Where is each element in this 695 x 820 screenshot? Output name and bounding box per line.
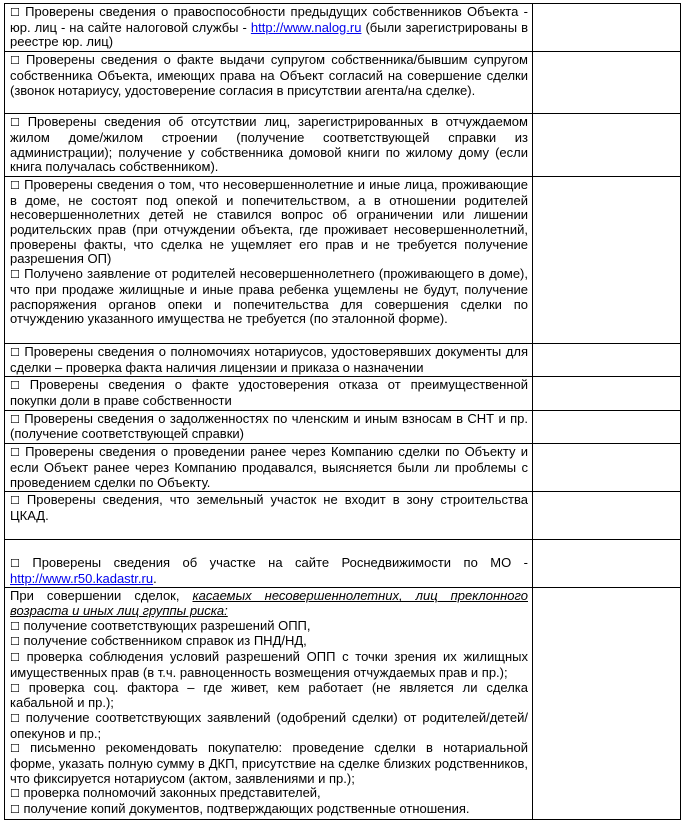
row-mark-cell[interactable] — [533, 343, 681, 376]
row-mark-cell[interactable] — [533, 4, 681, 52]
table-row — [5, 492, 681, 540]
table-row — [5, 444, 681, 492]
list-item-text: проверка соблюдения условий разрешений ОПП с точки зрения их жилищных имущественных прав (в т.ч. равноценность возмещения отчуждаемых прав и пр.); — [10, 649, 528, 680]
row-text-cell — [5, 343, 533, 376]
list-item — [10, 741, 528, 786]
checkbox-icon[interactable]: ☐ — [10, 651, 20, 665]
table-row — [5, 343, 681, 376]
table-row — [5, 4, 681, 52]
list-item — [10, 619, 528, 635]
row-text-cell — [5, 492, 533, 540]
list-item — [10, 650, 528, 680]
list-item-text: проверка соц. фактора – где живет, кем работает (не является ли сделка кабальной и пр.); — [10, 679, 528, 711]
checkbox-icon[interactable]: ☐ — [10, 178, 20, 192]
row-text: Проверены сведения о проведении ранее через Компанию сделки по Объекту и если Объект ранее через Компанию продавался, выясняется были ли проблемы с проведением сделки по Объекту. — [10, 444, 528, 490]
risk-group-intro — [10, 589, 528, 618]
row-mark-cell[interactable] — [533, 588, 681, 820]
nalog-link[interactable]: http://www.nalog.ru — [250, 19, 362, 35]
checkbox-icon[interactable]: ☐ — [10, 345, 20, 359]
checkbox-icon[interactable]: ☐ — [10, 711, 20, 725]
row-text: Проверены сведения о полномочиях нотариусов, удостоверявших документы для сделки – проверка факта наличия лицензии и приказа о назначении — [10, 343, 528, 375]
list-item — [10, 786, 528, 802]
row-text: Проверены сведения об отсутствии лиц, зарегистрированных в отчуждаемом жилом доме/жилом строении (получение соответствующей справки из администрации); получение у собственника домовой книги по жилому дому (если книга получалась собственником). — [10, 114, 528, 175]
list-item-text: получение соответствующих заявлений (одобрений сделки) от родителей/детей/опекунов и пр.; — [10, 709, 528, 741]
row-mark-cell[interactable] — [533, 410, 681, 443]
list-item-text: получение копий документов, подтверждающих родственные отношения. — [23, 801, 470, 817]
checklist-table — [4, 3, 681, 820]
intro-emphasis: касаемых несовершеннолетних, лиц преклонного возраста и иных лиц группы риска: — [10, 588, 528, 619]
row-text-end: (были зарегистрированы в реестре юр. лиц) — [10, 19, 528, 50]
list-item-text: проверка полномочий законных представителей, — [23, 785, 321, 801]
checkbox-icon[interactable]: ☐ — [10, 787, 20, 801]
checkbox-icon[interactable]: ☐ — [10, 635, 20, 649]
row-text: Проверены сведения о том, что несовершеннолетние и иные лица, проживающие в доме, не состоят под опекой и попечительством, а в отношении родителей несовершеннолетних детей не ставился вопрос об ограничении или лишении родительских прав (при отчуждении объекта, где проживает несовершеннолетний, проверены факты, что сделка не ущемляет его прав и не требуется получение разрешения ОП) — [10, 176, 528, 267]
checkbox-icon[interactable]: ☐ — [10, 116, 20, 130]
row-text: Проверены сведения, что земельный участок не входит в зону строительства ЦКАД. — [10, 492, 528, 523]
kadastr-link[interactable]: http://www.r50.kadastr.ru — [10, 570, 154, 586]
table-row — [5, 377, 681, 410]
checkbox-icon[interactable]: ☐ — [10, 803, 20, 817]
table-row — [5, 176, 681, 343]
table-row — [5, 114, 681, 177]
list-item — [10, 681, 528, 711]
row-text: Проверены сведения о факте выдачи супругом собственника/бывшим супругом собственника Объекта, имеющих права на Объект согласий на совершение сделки (звонок нотариусу, удостоверение согласия в присутствии агента/на сделке). — [10, 52, 528, 98]
checkbox-icon[interactable]: ☐ — [10, 412, 20, 426]
paragraph — [10, 267, 528, 327]
checkbox-icon[interactable]: ☐ — [10, 379, 20, 393]
table-row — [5, 588, 681, 820]
row-text-cell — [5, 52, 533, 114]
row-text: Проверены сведения о задолженностях по членским и иным взносам в СНТ и пр. (получение соответствующей справки) — [10, 410, 528, 442]
list-item — [10, 802, 528, 818]
row-text-cell — [5, 4, 533, 52]
row-text-cell — [5, 410, 533, 443]
checkbox-icon[interactable]: ☐ — [10, 446, 20, 460]
paragraph — [10, 178, 528, 267]
table-row — [5, 540, 681, 588]
table-row — [5, 52, 681, 114]
checkbox-icon[interactable]: ☐ — [10, 6, 20, 19]
row-text-cell — [5, 444, 533, 492]
list-item — [10, 711, 528, 741]
row-text-cell — [5, 114, 533, 177]
list-item — [10, 634, 528, 650]
row-text: Получено заявление от родителей несовершеннолетнего (проживающего в доме), что при продаже жилищные и иные права ребенка ущемлены не будут, получение распоряжения органов опеки и попечительства для совершения сделки по отчуждению указанного имущества не требуется (по эталонной форме). — [10, 266, 528, 327]
row-mark-cell[interactable] — [533, 540, 681, 588]
checkbox-icon[interactable]: ☐ — [10, 556, 20, 570]
row-mark-cell[interactable] — [533, 492, 681, 540]
checkbox-icon[interactable]: ☐ — [10, 268, 20, 282]
list-item-text: письменно рекомендовать покупателю: проведение сделки в нотариальной форме, указать полную сумму в ДКП, присутствие на сделке близких родственников, что фиксируется нотариусом (актом, заявлениями и пр.); — [10, 740, 528, 786]
checkbox-icon[interactable]: ☐ — [10, 742, 20, 756]
intro-text: При совершении сделок, — [10, 588, 193, 604]
row-text: Проверены сведения о правоспособности предыдущих собственников Объекта - юр. лиц - на сайте налоговой службы - — [10, 4, 528, 35]
list-item-text: получение собственником справок из ПНД/НД, — [23, 633, 307, 649]
checkbox-icon[interactable]: ☐ — [10, 494, 20, 508]
checkbox-icon[interactable]: ☐ — [10, 619, 20, 633]
table-row — [5, 410, 681, 443]
row-text-cell — [5, 377, 533, 410]
row-mark-cell[interactable] — [533, 176, 681, 343]
row-text-cell — [5, 540, 533, 588]
row-mark-cell[interactable] — [533, 444, 681, 492]
checkbox-icon[interactable]: ☐ — [10, 54, 20, 68]
list-item-text: получение соответствующих разрешений ОПП, — [23, 617, 311, 633]
row-text: Проверены сведения о факте удостоверения отказа от преимущественной покупки доли в праве собственности — [10, 377, 528, 409]
row-text-cell — [5, 588, 533, 820]
spacer — [10, 541, 528, 556]
row-text-cell — [5, 176, 533, 343]
row-mark-cell[interactable] — [533, 52, 681, 114]
row-mark-cell[interactable] — [533, 377, 681, 410]
row-text-end: . — [153, 570, 157, 586]
checkbox-icon[interactable]: ☐ — [10, 681, 20, 695]
row-text: Проверены сведения об участке на сайте Роснедвижимости по МО - — [32, 554, 528, 570]
row-mark-cell[interactable] — [533, 114, 681, 177]
